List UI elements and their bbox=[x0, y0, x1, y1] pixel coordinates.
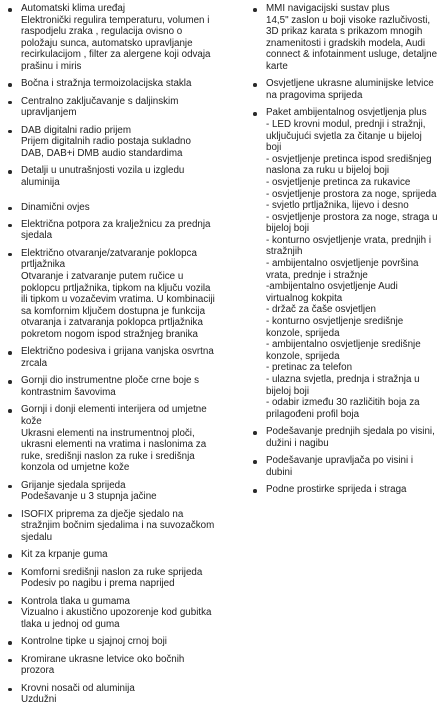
bullet-icon bbox=[253, 431, 257, 435]
bullet-icon bbox=[253, 8, 257, 12]
bullet-icon bbox=[8, 130, 12, 134]
feature-text: Osvjetljene ukrasne aluminijske letvice na pragovima sprijeda bbox=[266, 78, 434, 101]
bullet-icon bbox=[8, 224, 12, 228]
feature-text: Podne prostirke sprijeda i straga bbox=[266, 484, 407, 496]
bullet-icon bbox=[253, 83, 257, 87]
bullet-icon bbox=[8, 8, 12, 12]
feature-item bbox=[7, 683, 215, 706]
feature-text: Podešavanje prednjih sjedala po visini, dužini i nagibu bbox=[266, 426, 435, 449]
feature-item bbox=[7, 654, 215, 677]
feature-item bbox=[252, 455, 438, 478]
feature-text: Električno otvaranje/zatvaranje poklopca prtljažnika Otvaranje i zatvaranje putem ručice u poklopcu prtljažnika, tipkom na ključu vozila ili tipkom u vozačevim vratima. U kombinaciji sa komfornim ključem dostupna je funkcija otvaranja i zatvaranja poklopca prtljažnika pokretom nogom ispod stražnjeg branika bbox=[21, 247, 215, 341]
right-feature-column bbox=[252, 3, 438, 502]
bullet-icon bbox=[8, 554, 12, 558]
feature-item bbox=[252, 78, 438, 101]
feature-text: Centralno zaključavanje s daljinskim upravljanjem bbox=[21, 95, 179, 119]
left-feature-column bbox=[7, 3, 215, 712]
feature-item bbox=[7, 165, 215, 188]
feature-item bbox=[7, 3, 215, 73]
feature-text: Kontrola tlaka u gumama Vizualno i akustično upozorenje kod gubitka tlaka u jednoj od guma bbox=[21, 595, 212, 630]
feature-text: Električna potpora za kralježnicu za prednja sjedala bbox=[21, 218, 211, 242]
feature-text: DAB digitalni radio prijem Prijem digitalnih radio postaja sukladno DAB, DAB+i DMB audio standardima bbox=[21, 124, 191, 159]
feature-text: Paket ambijentalnog osvjetljenja plus - LED krovni modul, prednji i stražnji, uključujući svjetla za čitanje u bijeloj boji - osvjetljenje pretinca ispod središnjeg naslona za ruku u bijeloj boji - osvjetljenje pretinca za rukavice - osvjetljenje prostora za noge, sprijeda - svjetlo prtljažnika, lijevo i desno - osvjetljenje prostora za noge, straga u bijeloj boji - konturno osvjetljenje vrata, prednjih i stražnjih - ambijentalno osvjetljenje površina vrata, prednje i stražnje -ambijentalno osvjetljenje Audi virtualnog kokpita - držač za čaše osvjetljen - konturno osvjetljenje središnje konzole, sprijeda - ambijentalno osvjetljenje središnje konzole, sprijeda - pretinac za telefon - ulazna svjetla, prednja i stražnja u bijeloj boji - odabir između 30 različitih boja za prilagođeni profil boja bbox=[266, 107, 438, 420]
feature-text: Detalji u unutrašnjosti vozila u izgledu aluminija bbox=[21, 165, 185, 188]
feature-text: Gornji dio instrumentne ploče crne boje s kontrastnim šavovima bbox=[21, 375, 200, 398]
feature-item bbox=[7, 480, 215, 503]
feature-text: Kit za krpanje guma bbox=[21, 549, 108, 561]
feature-text: Grijanje sjedala sprijeda Podešavanje u 3 stupnja jačine bbox=[21, 479, 157, 503]
bullet-icon bbox=[8, 659, 12, 663]
bullet-icon bbox=[253, 460, 257, 464]
bullet-icon bbox=[8, 83, 12, 87]
bullet-icon bbox=[8, 514, 12, 518]
feature-item bbox=[7, 125, 215, 160]
feature-item bbox=[252, 426, 438, 449]
feature-item bbox=[7, 346, 215, 369]
feature-item bbox=[7, 96, 215, 119]
feature-text: Električno podesiva i grijana vanjska osvrtna zrcala bbox=[21, 346, 214, 370]
bullet-icon bbox=[8, 572, 12, 576]
feature-text: Gornji i donji elementi interijera od umjetne kože Ukrasni elementi na instrumentnoj ploči, ukrasni elementi na vratima i naslonima za ruke, središnji naslon za ruke i središnja konzola od umjetne kože bbox=[21, 404, 207, 474]
bullet-icon bbox=[8, 409, 12, 413]
feature-text: Bočna i stražnja termoizolacijska stakla bbox=[21, 78, 192, 90]
bullet-icon bbox=[8, 688, 12, 692]
bullet-icon bbox=[8, 170, 12, 174]
bullet-icon bbox=[8, 641, 12, 645]
feature-text: Automatski klima uređaj Elektronički regulira temperaturu, volumen i raspodjelu zraka , regulacija ovisno o položaju sunca, automatsko upravljanje recirkulacijom , filter za alergene koji odvaja prašinu i miris bbox=[21, 3, 211, 72]
feature-text: Kontrolne tipke u sjajnoj crnoj boji bbox=[21, 636, 167, 648]
feature-text: Kromirane ukrasne letvice oko bočnih prozora bbox=[21, 653, 185, 677]
feature-text: Podešavanje upravljača po visini i dubini bbox=[266, 455, 414, 478]
feature-item bbox=[252, 107, 438, 420]
bullet-icon bbox=[8, 351, 12, 355]
bullet-icon bbox=[8, 207, 12, 211]
feature-item bbox=[7, 404, 215, 474]
feature-item bbox=[7, 509, 215, 544]
feature-text: ISOFIX priprema za dječje sjedalo na stražnjim bočnim sjedalima i na suvozačkom sjedalu bbox=[21, 508, 215, 543]
bullet-icon bbox=[8, 601, 12, 605]
bullet-icon bbox=[8, 101, 12, 105]
feature-text: Dinamični ovjes bbox=[21, 201, 90, 213]
feature-item bbox=[7, 596, 215, 631]
bullet-icon bbox=[8, 253, 12, 257]
bullet-icon bbox=[8, 485, 12, 489]
feature-item bbox=[252, 484, 438, 496]
feature-item bbox=[252, 3, 438, 73]
bullet-icon bbox=[253, 112, 257, 116]
feature-item bbox=[7, 636, 215, 648]
feature-item bbox=[7, 549, 215, 561]
feature-item bbox=[7, 248, 215, 341]
feature-item bbox=[7, 78, 215, 90]
feature-item bbox=[7, 219, 215, 242]
feature-text: Krovni nosači od aluminija Uzdužni bbox=[21, 682, 135, 706]
bullet-icon bbox=[8, 380, 12, 384]
bullet-icon bbox=[253, 489, 257, 493]
feature-text: MMI navigacijski sustav plus 14,5" zaslon u boji visoke razlučivosti, 3D prikaz karata s prikazom mnogih znamenitosti i gradskih modela, Audi connect & infotainment usluge, detaljne karte bbox=[266, 3, 438, 72]
feature-text: Komforni središnji naslon za ruke sprijeda Podesiv po nagibu i prema naprijed bbox=[21, 566, 203, 590]
feature-item bbox=[7, 202, 215, 214]
feature-item bbox=[7, 567, 215, 590]
feature-item bbox=[7, 375, 215, 398]
